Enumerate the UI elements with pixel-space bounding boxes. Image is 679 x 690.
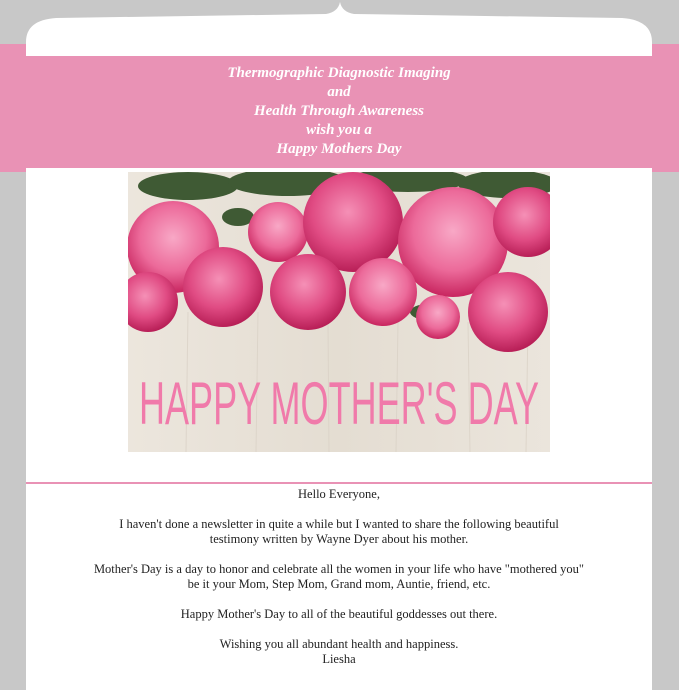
section-divider [26, 482, 652, 484]
banner-line-and: and [327, 84, 351, 100]
letter-paragraph-2b: be it your Mom, Step Mom, Grand mom, Auntie, friend, etc. [187, 577, 491, 591]
letter-paragraph-2a: Mother's Day is a day to honor and celebrate all the women in your life who have "mothered you" [93, 562, 585, 576]
letter-body [66, 487, 612, 667]
letter-paragraph-1b: testimony written by Wayne Dyer about his mother. [209, 532, 469, 546]
banner-line-organization: Health Through Awareness [253, 103, 425, 119]
mothers-day-image [128, 172, 550, 452]
letter-greeting: Hello Everyone, [298, 487, 380, 501]
letter-signature: Liesha [322, 652, 356, 666]
letter-paragraph-3: Happy Mother's Day to all of the beautiful goddesses out there. [180, 607, 498, 621]
peony-illustration [128, 172, 550, 452]
card-top-edge [26, 0, 652, 60]
banner-line-company: Thermographic Diagnostic Imaging [227, 65, 451, 81]
letter-paragraph-1a: I haven't done a newsletter in quite a while but I wanted to share the following beautiful [119, 517, 559, 531]
banner-line-greeting: Happy Mothers Day [276, 141, 402, 157]
newsletter-card [26, 0, 652, 690]
letter-paragraph-4: Wishing you all abundant health and happiness. [219, 637, 459, 651]
greeting-banner [26, 56, 652, 168]
banner-line-wish: wish you a [306, 122, 372, 138]
left-side-band [0, 44, 26, 172]
right-side-band [652, 44, 679, 172]
hero-caption: HAPPY MOTHER'S DAY [139, 370, 539, 437]
